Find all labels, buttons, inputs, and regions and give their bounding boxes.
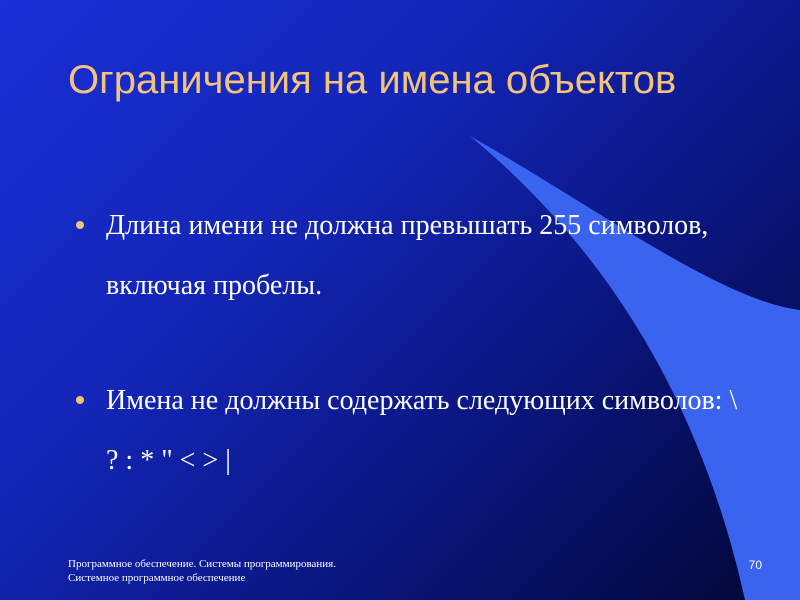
bullet-dot-icon bbox=[76, 221, 84, 229]
slide-footer: Программное обеспечение. Системы программирования. Системное программное обеспечение bbox=[68, 558, 336, 584]
bullet-item bbox=[72, 196, 752, 316]
bullet-text: Имена не должны содержать следующих символов: \ ? : * " < > | bbox=[106, 385, 738, 476]
bullet-text: Длина имени не должна превышать 255 символов, включая пробелы. bbox=[106, 210, 709, 301]
bullet-list bbox=[72, 196, 752, 491]
page-number: 70 bbox=[748, 558, 762, 572]
bullet-dot-icon bbox=[76, 396, 84, 404]
slide-title: Ограничения на имена объектов bbox=[68, 58, 677, 102]
bullet-item bbox=[72, 371, 752, 491]
